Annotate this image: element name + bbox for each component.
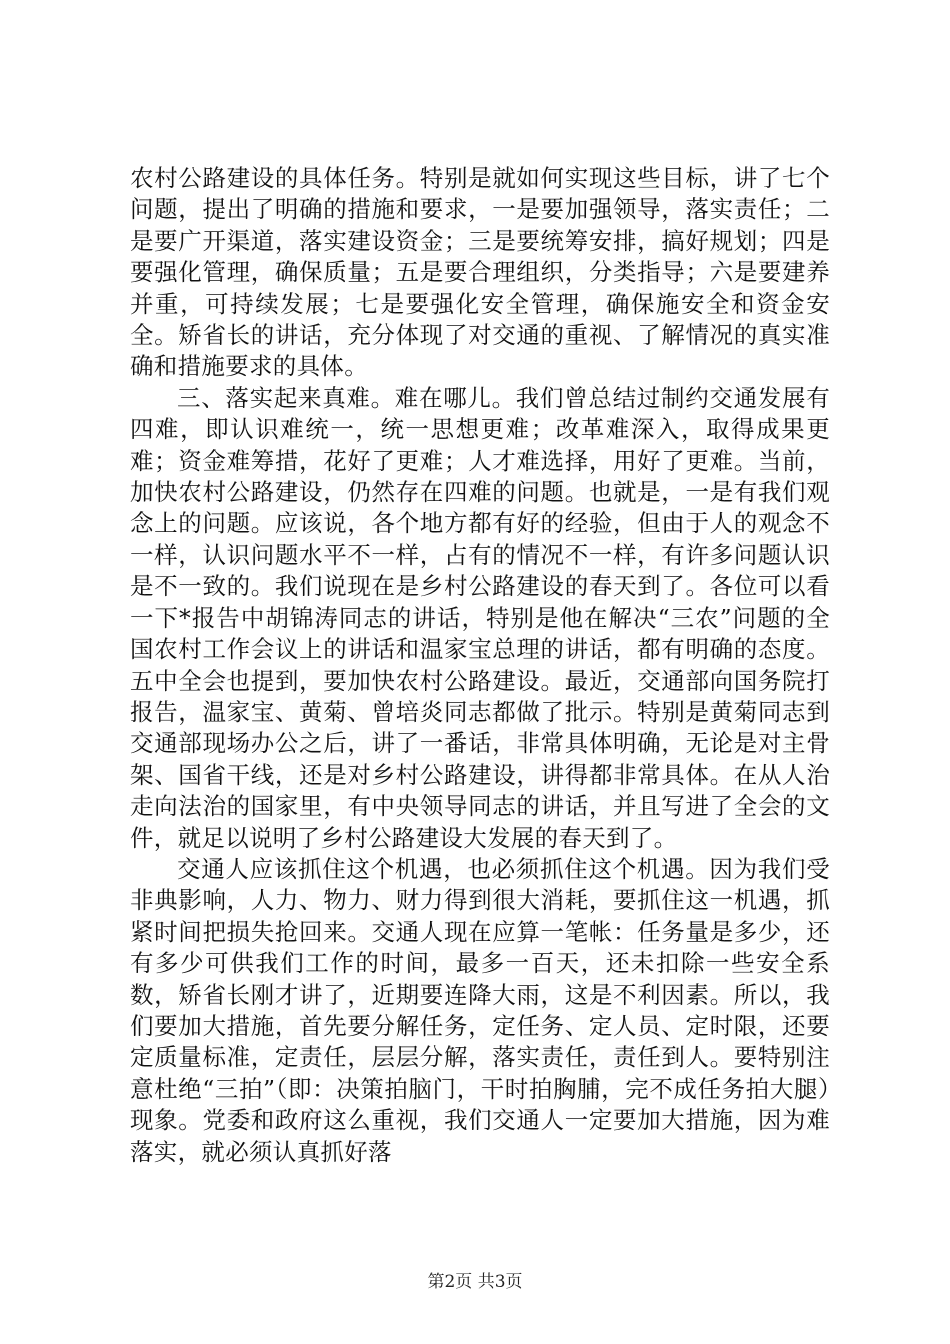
document-body (130, 163, 830, 1168)
page-footer: 第2页 共3页 (427, 1272, 523, 1292)
paragraph-2: 三、落实起来真难。难在哪儿。我们曾总结过制约交通发展有四难，即认识难统一，统一思想更难；改革难深入，取得成果更难；资金难筹措，花好了更难；人才难选择，用好了更难。当前，加快农村公路建设，仍然存在四难的问题。也就是，一是有我们观念上的问题。应该说，各个地方都有好的经验，但由于人的观念不一样，认识问题水平不一样，占有的情况不一样，有许多问题认识是不一致的。我们说现在是乡村公路建设的春天到了。各位可以看一下*报告中胡锦涛同志的讲话，特别是他在解决“三农”问题的全国农村工作会议上的讲话和温家宝总理的讲话，都有明确的态度。五中全会也提到，要加快农村公路建设。最近，交通部向国务院打报告，温家宝、黄菊、曾培炎同志都做了批示。特别是黄菊同志到交通部现场办公之后，讲了一番话，非常具体明确，无论是对主骨架、国省干线，还是对乡村公路建设，讲得都非常具体。在从人治走向法治的国家里，有中央领导同志的讲话，并且写进了全会的文件，就足以说明了乡村公路建设大发展的春天到了。 (130, 383, 830, 852)
paragraph-3: 交通人应该抓住这个机遇，也必须抓住这个机遇。因为我们受非典影响，人力、物力、财力得到很大消耗，要抓住这一机遇，抓紧时间把损失抢回来。交通人现在应算一笔帐：任务量是多少，还有多少可供我们工作的时间，最多一百天，还未扣除一些安全系数，矫省长刚才讲了，近期要连降大雨，这是不利因素。所以，我们要加大措施，首先要分解任务，定任务、定人员、定时限，还要定质量标准，定责任，层层分解，落实责任，责任到人。要特别注意杜绝“三拍”（即：决策拍脑门，干时拍胸脯，完不成任务拍大腿）现象。党委和政府这么重视，我们交通人一定要加大措施，因为难落实，就必须认真抓好落 (130, 854, 830, 1166)
paragraph-1: 农村公路建设的具体任务。特别是就如何实现这些目标，讲了七个问题，提出了明确的措施和要求，一是要加强领导，落实责任；二是要广开渠道，落实建设资金；三是要统筹安排，搞好规划；四是要强化管理，确保质量；五是要合理组织，分类指导；六是要建养并重，可持续发展；七是要强化安全管理，确保施安全和资金安全。矫省长的讲话，充分体现了对交通的重视、了解情况的真实准确和措施要求的具体。 (130, 164, 830, 381)
